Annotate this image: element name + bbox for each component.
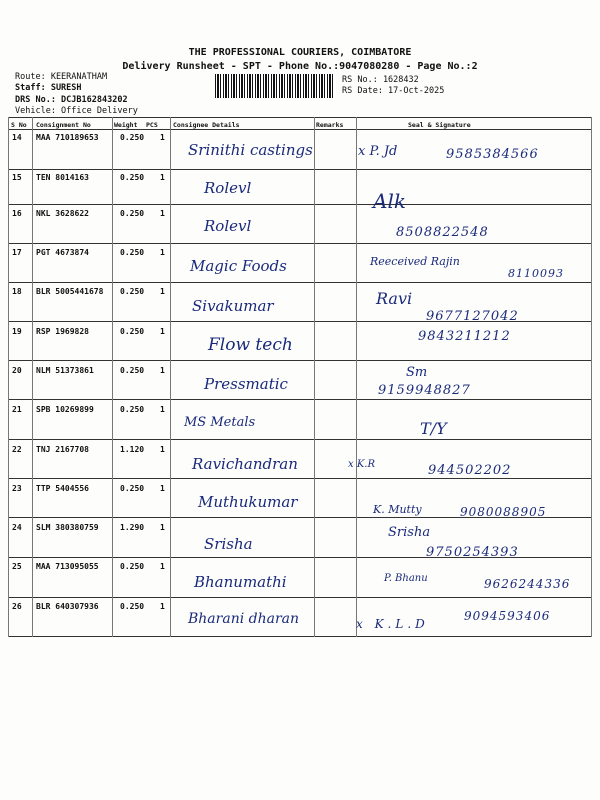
row-phone: 9094593406	[464, 609, 551, 623]
row-weight: 0.250	[120, 173, 145, 182]
row-consignment: SPB 10269899	[36, 405, 94, 414]
row-consignment: TTP 5404556	[36, 484, 89, 493]
row-weight: 1.290	[120, 523, 145, 532]
barcode-icon	[215, 74, 335, 98]
row-sno: 22	[12, 445, 22, 454]
row-consignee: Muthukumar	[198, 493, 298, 511]
row-sno: 14	[12, 133, 22, 142]
row-consignment: MAA 713095055	[36, 562, 99, 571]
row-signature: Srisha	[388, 525, 431, 540]
row-sno: 17	[12, 248, 22, 257]
row-phone: 9626244336	[484, 577, 571, 591]
row-sno: 24	[12, 523, 22, 532]
row-phone: 9080088905	[460, 505, 547, 519]
row-weight: 1.120	[120, 445, 145, 454]
row-consignment: BLR 5005441678	[36, 287, 104, 296]
col-seal-signature: Seal & Signature	[408, 121, 471, 129]
row-sno: 21	[12, 405, 22, 414]
row-signature: K. Mutty	[373, 503, 422, 516]
row-phone: 944502202	[428, 463, 512, 478]
row-weight: 0.250	[120, 602, 145, 611]
row-sno: 15	[12, 173, 22, 182]
row-pcs: 1	[160, 209, 165, 218]
col-remarks: Remarks	[316, 121, 344, 129]
row-signature: Ravi	[376, 289, 413, 308]
row-signature: x P. Jd	[358, 144, 398, 159]
row-phone: 9843211212	[418, 329, 511, 344]
row-consignment: PGT 4673874	[36, 248, 89, 257]
row-consignee: Rolevl	[204, 179, 252, 197]
row-consignment: SLM 380380759	[36, 523, 99, 532]
row-pcs: 1	[160, 445, 165, 454]
drs-number: DRS No.: DCJB162843202	[15, 95, 128, 105]
row-consignment: NKL 3628622	[36, 209, 89, 218]
route-label: Route: KEERANATHAM	[15, 72, 108, 82]
row-pcs: 1	[160, 562, 165, 571]
row-signature: Sm	[406, 365, 428, 380]
row-sno: 25	[12, 562, 22, 571]
row-consignee: Flow tech	[208, 335, 293, 355]
row-consignment: RSP 1969828	[36, 327, 89, 336]
row-consignee: Ravichandran	[192, 455, 298, 473]
row-pcs: 1	[160, 405, 165, 414]
col-consignee: Consignee Details	[173, 121, 240, 129]
row-consignee: Rolevl	[204, 217, 252, 235]
row-consignee: Srinithi castings	[188, 141, 313, 159]
delivery-table	[8, 117, 592, 637]
row-signature: T/Y	[420, 419, 447, 438]
row-consignment: MAA 710189653	[36, 133, 99, 142]
row-pcs: 1	[160, 602, 165, 611]
row-phone: 8508822548	[396, 225, 489, 240]
staff-label: Staff: SURESH	[15, 83, 82, 93]
row-consignee: MS Metals	[184, 415, 256, 430]
row-sno: 19	[12, 327, 22, 336]
row-consignee: Bharani dharan	[188, 611, 300, 627]
row-weight: 0.250	[120, 366, 145, 375]
row-phone: 9585384566	[446, 147, 539, 162]
row-consignee: Bhanumathi	[194, 573, 287, 591]
row-signature: Alk	[373, 189, 406, 213]
row-signature: P. Bhanu	[384, 573, 428, 584]
col-consignment: Consignment No	[36, 121, 91, 129]
row-pcs: 1	[160, 287, 165, 296]
row-consignee: Pressmatic	[204, 375, 288, 393]
row-pcs: 1	[160, 133, 165, 142]
col-weight: Weight	[114, 121, 138, 129]
row-consignment: NLM 51373861	[36, 366, 94, 375]
row-consignee: Magic Foods	[190, 257, 287, 275]
row-weight: 0.250	[120, 287, 145, 296]
col-sno: S No	[11, 121, 27, 129]
row-sno: 16	[12, 209, 22, 218]
row-signature: Reeceived Rajin	[370, 255, 460, 268]
row-pcs: 1	[160, 327, 165, 336]
row-pcs: 1	[160, 484, 165, 493]
row-consignee: Srisha	[204, 535, 253, 553]
row-consignee: Sivakumar	[192, 297, 274, 315]
row-phone: 9677127042	[426, 309, 519, 324]
row-weight: 0.250	[120, 133, 145, 142]
row-weight: 0.250	[120, 248, 145, 257]
row-consignment: BLR 640307936	[36, 602, 99, 611]
row-sno: 26	[12, 602, 22, 611]
row-weight: 0.250	[120, 484, 145, 493]
row-weight: 0.250	[120, 562, 145, 571]
row-sno: 23	[12, 484, 22, 493]
row-signature: x K.R	[348, 459, 375, 470]
rs-date: RS Date: 17-Oct-2025	[342, 86, 445, 96]
row-sno: 20	[12, 366, 22, 375]
row-signature: x K.L.D	[356, 617, 429, 631]
row-pcs: 1	[160, 523, 165, 532]
runsheet-subtitle: Delivery Runsheet - SPT - Phone No.:9047080280 - Page No.:2	[122, 61, 478, 72]
row-phone: 8110093	[508, 267, 564, 280]
row-sno: 18	[12, 287, 22, 296]
col-pcs: PCS	[146, 121, 158, 129]
row-pcs: 1	[160, 173, 165, 182]
vehicle-label: Vehicle: Office Delivery	[15, 106, 138, 116]
row-pcs: 1	[160, 248, 165, 257]
row-consignment: TEN 8014163	[36, 173, 89, 182]
row-weight: 0.250	[120, 209, 145, 218]
row-weight: 0.250	[120, 405, 145, 414]
row-phone: 9750254393	[426, 545, 519, 560]
rs-number: RS No.: 1628432	[342, 75, 419, 85]
row-phone: 9159948827	[378, 383, 471, 398]
row-consignment: TNJ 2167708	[36, 445, 89, 454]
row-weight: 0.250	[120, 327, 145, 336]
row-pcs: 1	[160, 366, 165, 375]
company-title: THE PROFESSIONAL COURIERS, COIMBATORE	[188, 47, 412, 58]
